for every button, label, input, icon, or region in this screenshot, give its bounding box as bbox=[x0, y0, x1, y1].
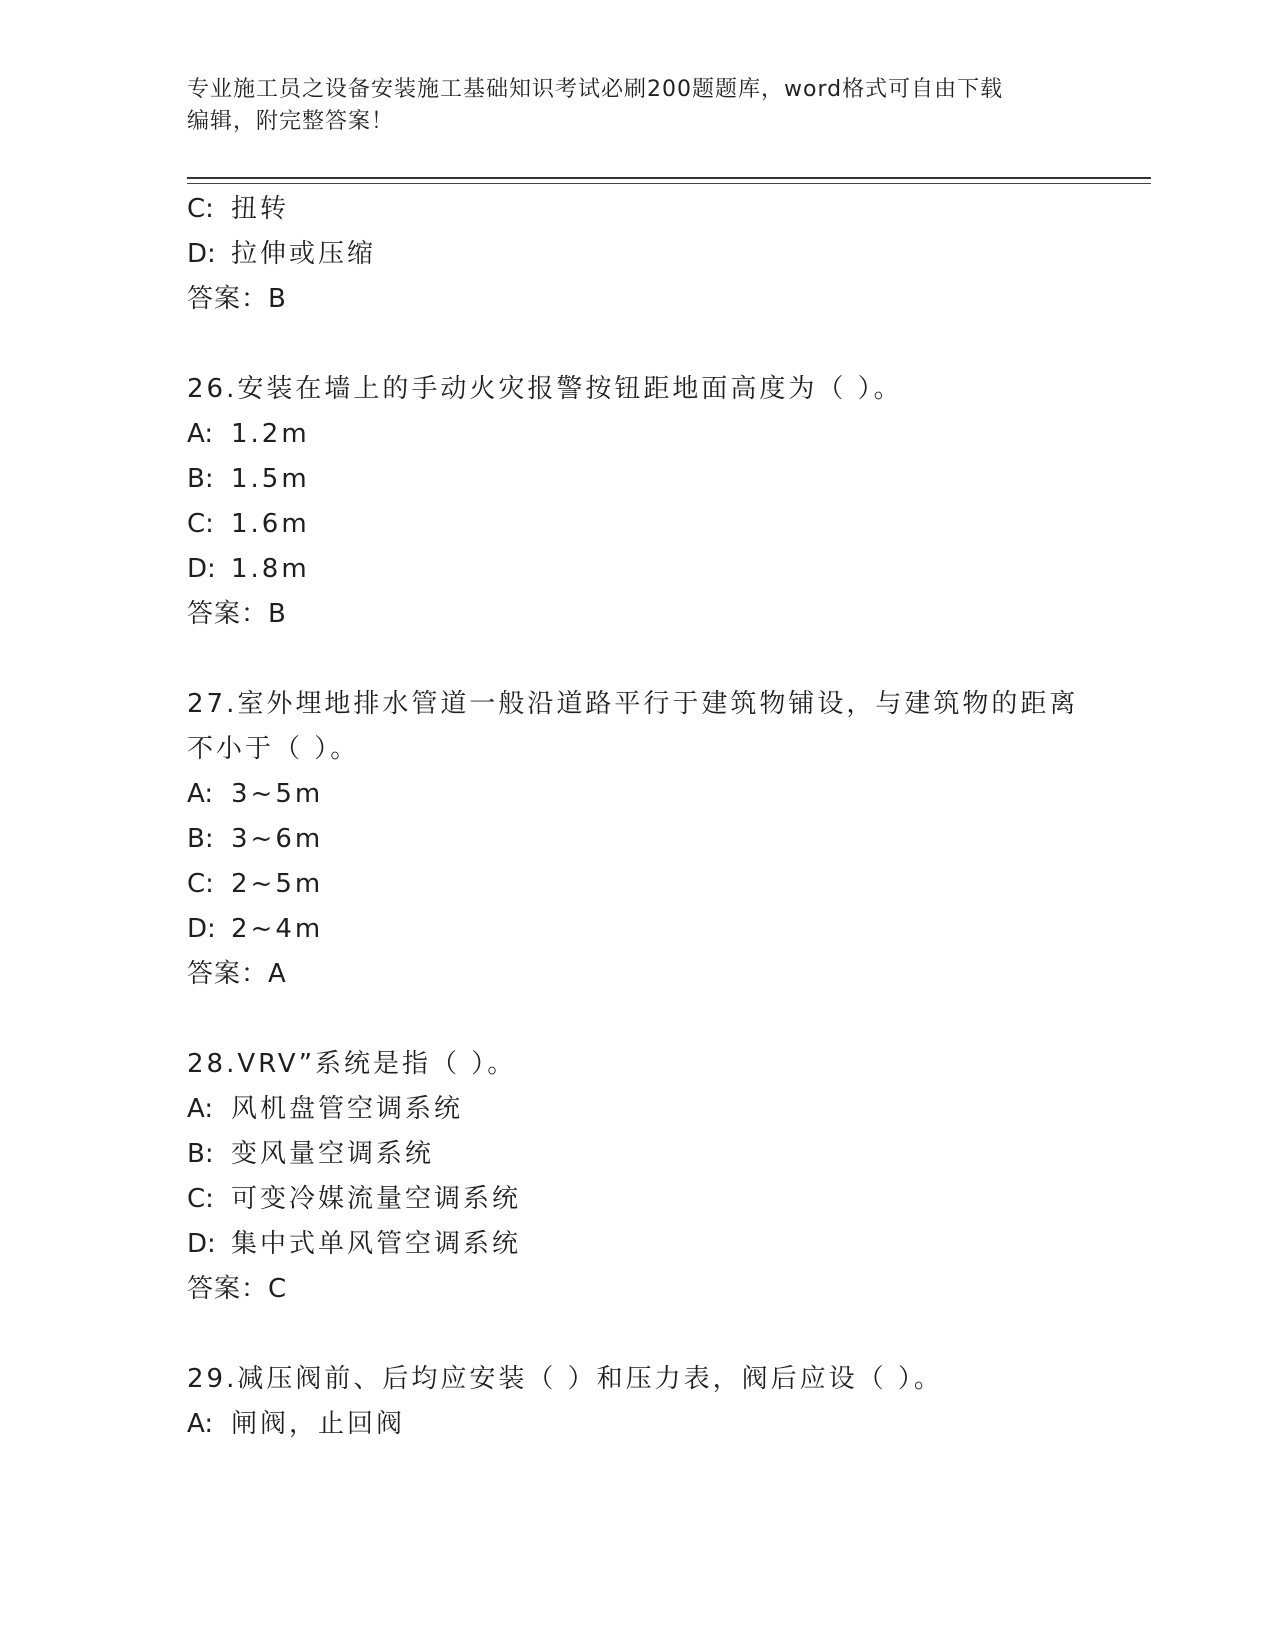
option-text: 1.2m bbox=[231, 419, 310, 449]
option-text: 变风量空调系统 bbox=[231, 1139, 435, 1169]
option-prefix: B: bbox=[187, 1139, 214, 1169]
option-line bbox=[187, 238, 376, 270]
header-divider-thick bbox=[187, 177, 1151, 179]
option-line bbox=[187, 823, 323, 855]
option-line bbox=[187, 1408, 405, 1440]
answer-line: 答案：B bbox=[187, 599, 287, 629]
option-prefix: D: bbox=[187, 914, 216, 944]
option-line bbox=[187, 913, 323, 945]
question-stem-continued: 不小于（ ）。 bbox=[187, 734, 360, 764]
question-stem: 26.安装在墙上的手动火灾报警按钮距地面高度为（ ）。 bbox=[187, 374, 903, 404]
option-prefix: C: bbox=[187, 1184, 214, 1214]
option-text: 风机盘管空调系统 bbox=[231, 1094, 464, 1124]
option-text: 可变冷媒流量空调系统 bbox=[231, 1184, 522, 1214]
option-prefix: D: bbox=[187, 554, 216, 584]
question-stem: 28.VRV”系统是指（ ）。 bbox=[187, 1049, 517, 1079]
option-prefix: D: bbox=[187, 239, 216, 269]
option-text: 1.5m bbox=[231, 464, 310, 494]
option-line bbox=[187, 418, 310, 450]
option-line bbox=[187, 193, 289, 225]
option-line bbox=[187, 1183, 521, 1215]
option-prefix: D: bbox=[187, 1229, 216, 1259]
option-prefix: A: bbox=[187, 1094, 214, 1124]
header-line-1: 专业施工员之设备安装施工基础知识考试必刷200题题库，word格式可自由下载 bbox=[187, 77, 1004, 102]
option-text: 拉伸或压缩 bbox=[231, 239, 377, 269]
option-text: 2~5m bbox=[231, 869, 324, 899]
document-header bbox=[187, 74, 1087, 138]
option-prefix: B: bbox=[187, 464, 214, 494]
option-line bbox=[187, 1228, 521, 1260]
option-line bbox=[187, 553, 310, 585]
option-line bbox=[187, 1138, 434, 1170]
option-text: 扭转 bbox=[231, 194, 290, 224]
header-line-2: 编辑，附完整答案！ bbox=[187, 109, 395, 134]
option-prefix: A: bbox=[187, 419, 214, 449]
option-line bbox=[187, 868, 323, 900]
option-prefix: C: bbox=[187, 194, 214, 224]
option-prefix: C: bbox=[187, 509, 214, 539]
option-prefix: C: bbox=[187, 869, 214, 899]
header-divider-thin bbox=[187, 183, 1151, 184]
option-line bbox=[187, 508, 310, 540]
answer-line: 答案：C bbox=[187, 1274, 288, 1304]
option-text: 2~4m bbox=[231, 914, 324, 944]
option-prefix: A: bbox=[187, 1409, 214, 1439]
answer-line: 答案：A bbox=[187, 959, 287, 989]
option-text: 集中式单风管空调系统 bbox=[231, 1229, 522, 1259]
option-line bbox=[187, 463, 310, 495]
option-text: 1.6m bbox=[231, 509, 310, 539]
option-text: 闸阀，止回阀 bbox=[231, 1409, 406, 1439]
option-text: 1.8m bbox=[231, 554, 310, 584]
question-stem: 29.减压阀前、后均应安装（ ）和压力表，阀后应设（ ）。 bbox=[187, 1364, 943, 1394]
option-prefix: A: bbox=[187, 779, 214, 809]
option-text: 3~5m bbox=[231, 779, 324, 809]
option-prefix: B: bbox=[187, 824, 214, 854]
question-stem: 27.室外埋地排水管道一般沿道路平行于建筑物铺设，与建筑物的距离 bbox=[187, 689, 1079, 719]
option-line bbox=[187, 778, 323, 810]
option-line bbox=[187, 1093, 463, 1125]
option-text: 3~6m bbox=[231, 824, 324, 854]
answer-line: 答案：B bbox=[187, 284, 287, 314]
